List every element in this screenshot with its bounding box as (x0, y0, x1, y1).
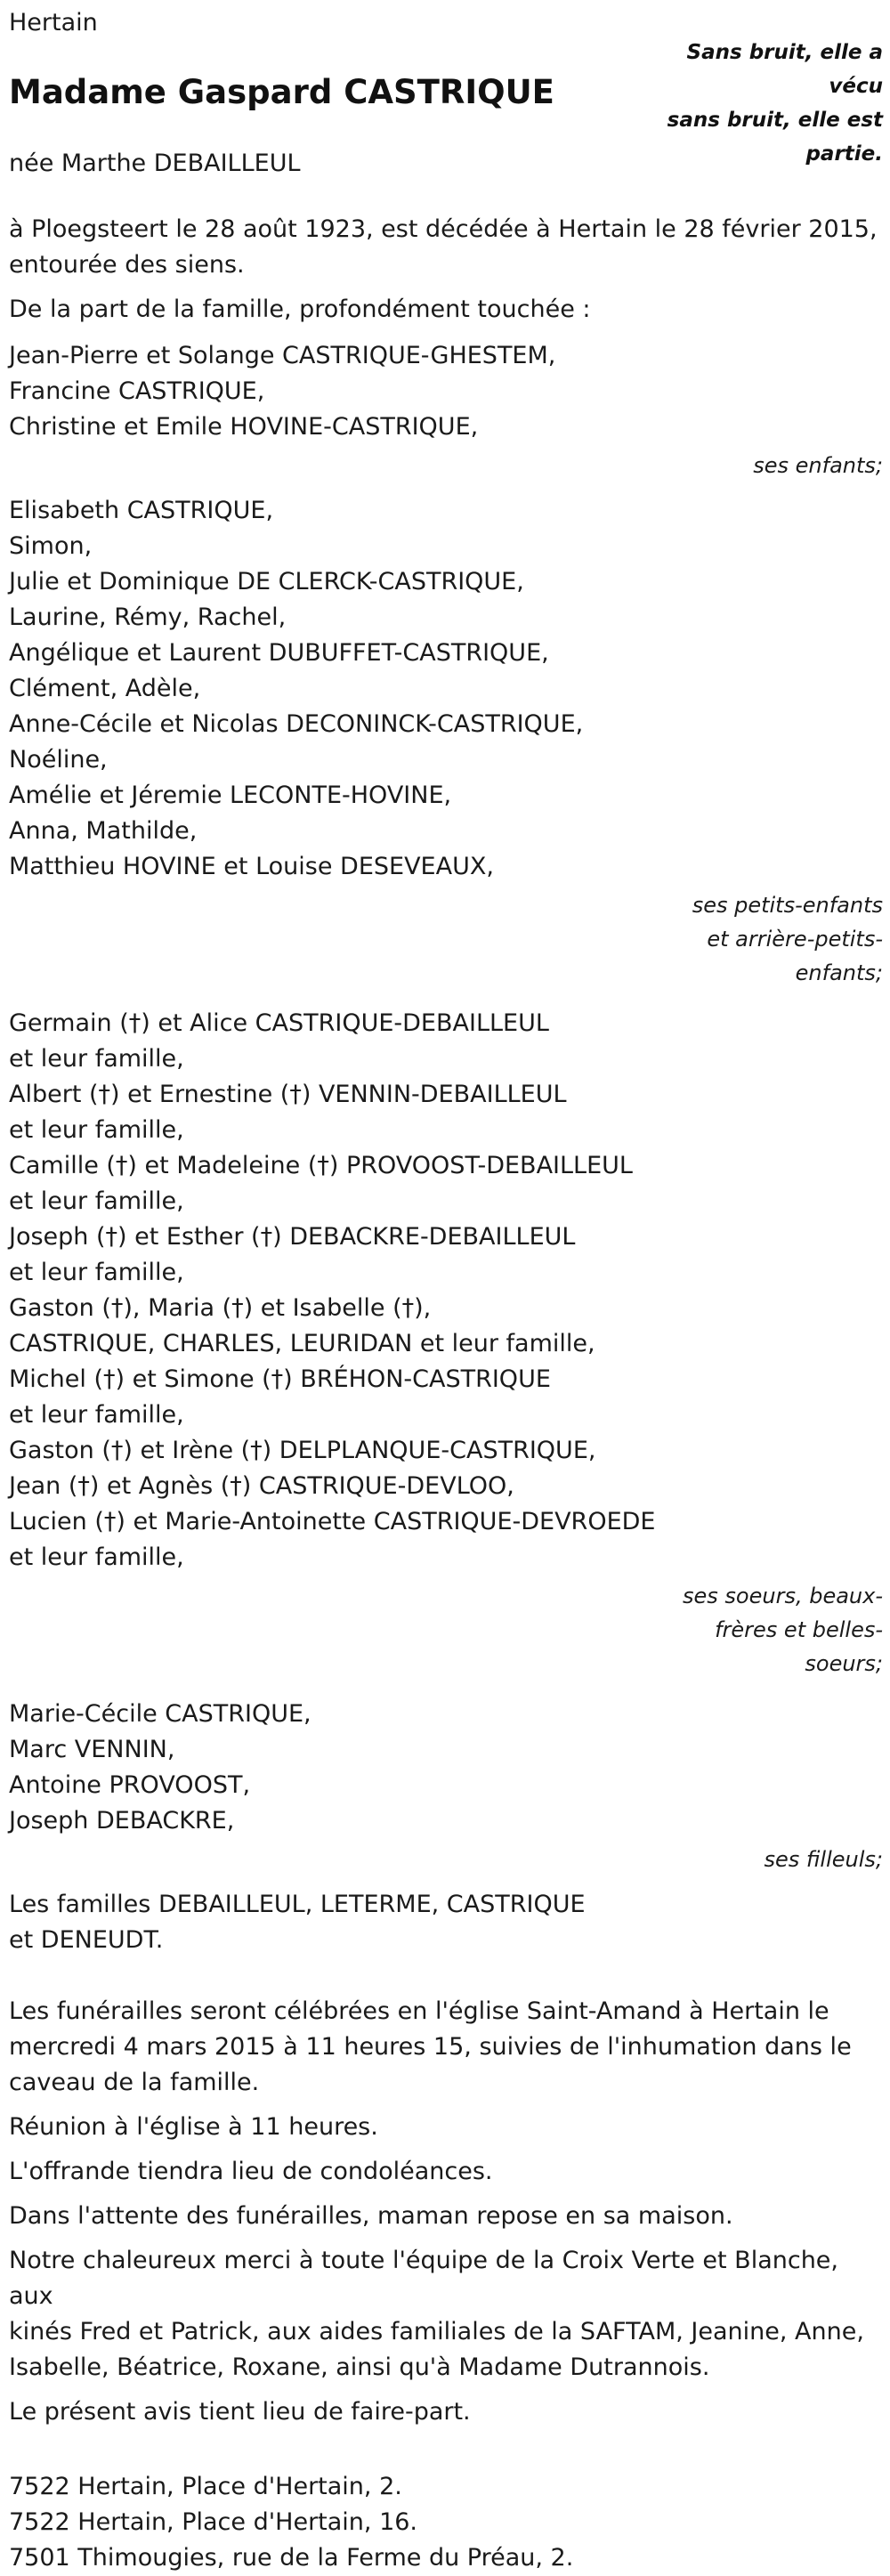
family-member: et leur famille, (9, 1116, 184, 1144)
thanks-line: kinés Fred et Patrick, aux aides familiales de la SAFTAM, Jeanine, Anne, (9, 2318, 864, 2345)
family-intro: De la part de la famille, profondément touchée : (9, 296, 591, 323)
family-member: Matthieu HOVINE et Louise DESEVEAUX, (9, 853, 494, 880)
deceased-name: Madame Gaspard CASTRIQUE (9, 73, 554, 111)
address-line: 7522 Hertain, Place d'Hertain, 2. (9, 2473, 402, 2500)
relationship-line: ses filleuls; (764, 1847, 883, 1872)
families-line: et DENEUDT. (9, 1926, 164, 1954)
notice-note: Le présent avis tient lieu de faire-part. (9, 2398, 471, 2426)
family-member: et leur famille, (9, 1187, 184, 1215)
death-announcement (9, 212, 881, 283)
maiden-name: née Marthe DEBAILLEUL (9, 150, 301, 177)
family-member: Clément, Adèle, (9, 675, 201, 702)
family-member: Noéline, (9, 746, 108, 774)
family-member: Albert (†) et Ernestine (†) VENNIN-DEBAILLEUL (9, 1081, 567, 1108)
families-line: Les familles DEBAILLEUL, LETERME, CASTRIQUE (9, 1891, 586, 1918)
family-member: Jean (†) et Agnès (†) CASTRIQUE-DEVLOO, (9, 1472, 514, 1500)
relationship-line: frères et belles- (715, 1617, 883, 1642)
thanks-note (9, 2243, 881, 2386)
funeral-ceremony (9, 1994, 881, 2101)
thanks-line: Isabelle, Béatrice, Roxane, ainsi qu'à Madame Dutrannois. (9, 2353, 710, 2381)
offering-note: L'offrande tiendra lieu de condoléances. (9, 2158, 493, 2185)
family-member: Elisabeth CASTRIQUE, (9, 497, 274, 524)
ceremony-line: Les funérailles seront célébrées en l'église Saint-Amand à Hertain le (9, 1997, 829, 2025)
family-member: CASTRIQUE, CHARLES, LEURIDAN et leur famille, (9, 1330, 595, 1357)
address-line: 7522 Hertain, Place d'Hertain, 16. (9, 2508, 418, 2536)
family-group-siblings (9, 1006, 881, 1681)
family-member: Antoine PROVOOST, (9, 1771, 251, 1799)
relationship-label (9, 449, 883, 482)
family-member: Simon, (9, 532, 93, 560)
relationship-line: enfants; (795, 960, 883, 985)
family-member: Germain (†) et Alice CASTRIQUE-DEBAILLEUL (9, 1009, 549, 1037)
resting-place-note: Dans l'attente des funérailles, maman repose en sa maison. (9, 2202, 733, 2230)
family-member: Michel (†) et Simone (†) BRÉHON-CASTRIQUE (9, 1365, 551, 1393)
address-list (9, 2469, 881, 2576)
announcement-line: entourée des siens. (9, 251, 245, 279)
family-member: Amélie et Jéremie LECONTE-HOVINE, (9, 782, 452, 809)
thanks-line: Notre chaleureux merci à toute l'équipe de la Croix Verte et Blanche, aux (9, 2247, 839, 2310)
family-group-grandchildren (9, 493, 881, 990)
family-member: Jean-Pierre et Solange CASTRIQUE-GHESTEM, (9, 342, 556, 369)
family-member: Laurine, Rémy, Rachel, (9, 603, 287, 631)
family-member: Camille (†) et Madeleine (†) PROVOOST-DEBAILLEUL (9, 1152, 633, 1179)
family-member: Anne-Cécile et Nicolas DECONINCK-CASTRIQUE, (9, 710, 584, 738)
quote-line: sans bruit, elle est (667, 109, 883, 132)
family-member: Christine et Emile HOVINE-CASTRIQUE, (9, 413, 479, 441)
family-group-children (9, 338, 881, 482)
town-label: Hertain (9, 9, 98, 36)
extended-families (9, 1887, 881, 1958)
family-member: et leur famille, (9, 1045, 184, 1073)
family-member: Lucien (†) et Marie-Antoinette CASTRIQUE-DEVROEDE (9, 1508, 656, 1535)
family-member: et leur famille, (9, 1543, 184, 1571)
family-member: Francine CASTRIQUE, (9, 377, 265, 405)
relationship-label (9, 888, 883, 990)
relationship-line: ses soeurs, beaux- (683, 1584, 883, 1608)
quote-line: partie. (805, 142, 883, 166)
address-line: 7501 Thimougies, rue de la Ferme du Préau, 2. (9, 2544, 574, 2572)
relationship-line: soeurs; (805, 1651, 883, 1676)
relationship-line: ses enfants; (753, 453, 883, 478)
quote-line: Sans bruit, elle a (686, 41, 883, 64)
obituary-text (9, 0, 881, 2576)
relationship-label (9, 1843, 883, 1876)
family-member: Angélique et Laurent DUBUFFET-CASTRIQUE, (9, 639, 549, 667)
relationship-line: ses petits-enfants (692, 893, 883, 918)
ceremony-line: mercredi 4 mars 2015 à 11 heures 15, suivies de l'inhumation dans le (9, 2033, 852, 2061)
family-group-godchildren (9, 1697, 881, 1876)
family-member: Marc VENNIN, (9, 1736, 175, 1763)
family-member: Julie et Dominique DE CLERCK-CASTRIQUE, (9, 568, 524, 595)
relationship-label (9, 1579, 883, 1681)
ceremony-line: caveau de la famille. (9, 2069, 260, 2096)
family-member: Gaston (†), Maria (†) et Isabelle (†), (9, 1294, 432, 1322)
family-member: et leur famille, (9, 1259, 184, 1286)
family-member: Gaston (†) et Irène (†) DELPLANQUE-CASTRIQUE, (9, 1437, 596, 1464)
church-meeting: Réunion à l'église à 11 heures. (9, 2113, 378, 2141)
family-member: Anna, Mathilde, (9, 817, 198, 845)
family-member: Joseph DEBACKRE, (9, 1807, 235, 1835)
quote-line: vécu (829, 75, 883, 98)
announcement-line: à Ploegsteert le 28 août 1923, est décédée à Hertain le 28 février 2015, (9, 215, 878, 243)
family-member: et leur famille, (9, 1401, 184, 1429)
relationship-line: et arrière-petits- (707, 927, 883, 952)
family-member: Marie-Cécile CASTRIQUE, (9, 1700, 312, 1728)
family-member: Joseph (†) et Esther (†) DEBACKRE-DEBAILLEUL (9, 1223, 576, 1251)
